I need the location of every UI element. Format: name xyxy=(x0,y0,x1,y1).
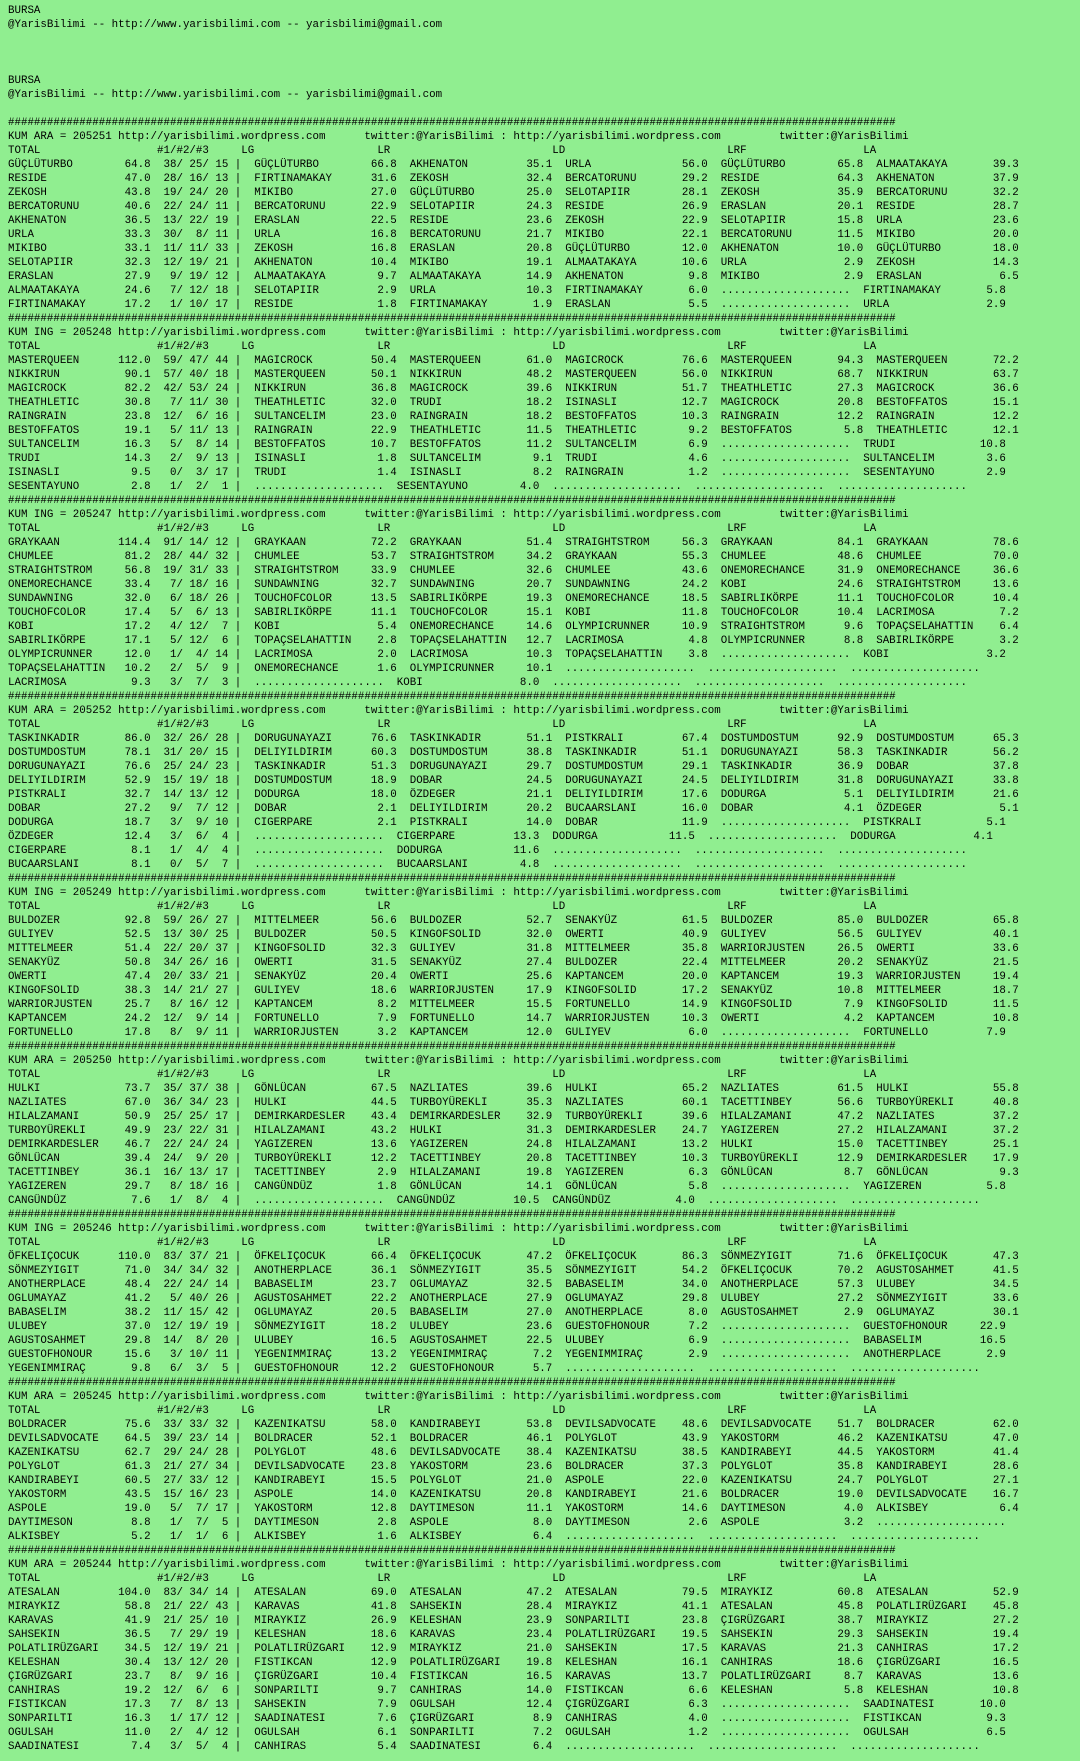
header-line: BURSA xyxy=(8,75,41,87)
table-row: BESTOFFATOS 19.1 5/ 11/ 13 | RAINGRAIN 22.9 THEATHLETIC 11.5 THEATHLETIC 9.2 BESTOFFATOS 5.8 THEATHLETIC 12.1 xyxy=(8,425,1019,437)
table-row: DODURGA 18.7 3/ 9/ 10 | CIGERPARE 2.1 PISTKRALI 14.0 DOBAR 11.9 .................... PISTKRALI 5.1 xyxy=(8,817,1006,829)
table-row: AKHENATON 36.5 13/ 22/ 19 | ERASLAN 22.5 RESIDE 23.6 ZEKOSH 22.9 SELOTAPIIR 15.8 URLA 23.6 xyxy=(8,215,1019,227)
table-row: RESIDE 47.0 28/ 16/ 13 | FIRTINAMAKAY 31.6 ZEKOSH 32.4 BERCATORUNU 29.2 RESIDE 64.3 AKHENATON 37.9 xyxy=(8,173,1019,185)
table-row: NAZLIATES 67.0 36/ 34/ 23 | HULKI 44.5 TURBOYÜREKLI 35.3 NAZLIATES 60.1 TACETTINBEY 56.6 TURBOYÜREKLI 40.8 xyxy=(8,1097,1019,1109)
header-line: @YarisBilimi -- http://www.yarisbilimi.com -- yarisbilimi@gmail.com xyxy=(8,89,443,101)
table-row: ÖFKELIÇOCUK 110.0 83/ 37/ 21 | ÖFKELIÇOCUK 66.4 ÖFKELIÇOCUK 47.2 ÖFKELIÇOCUK 86.3 SÖNMEZYIGIT 71.6 ÖFKELIÇOCUK 47.3 xyxy=(8,1251,1019,1263)
table-row: ZEKOSH 43.8 19/ 24/ 20 | MIKIBO 27.0 GÜÇLÜTURBO 25.0 SELOTAPIIR 28.1 ZEKOSH 35.9 BERCATORUNU 32.2 xyxy=(8,187,1019,199)
table-row: SELOTAPIIR 32.3 12/ 19/ 21 | AKHENATON 10.4 MIKIBO 19.1 ALMAATAKAYA 10.6 URLA 2.9 ZEKOSH 14.3 xyxy=(8,257,1019,269)
table-row: ASPOLE 19.0 5/ 7/ 17 | YAKOSTORM 12.8 DAYTIMESON 11.1 YAKOSTORM 14.6 DAYTIMESON 4.0 ALKISBEY 6.4 xyxy=(8,1503,1019,1515)
table-row: BABASELIM 38.2 11/ 15/ 42 | OGLUMAYAZ 20.5 BABASELIM 27.0 ANOTHERPLACE 8.0 AGUSTOSAHMET 2.9 OGLUMAYAZ 30.1 xyxy=(8,1307,1019,1319)
column-header: TOTAL #1/#2/#3 LG LR LD LRF LA xyxy=(8,145,877,157)
table-row: OWERTI 47.4 20/ 33/ 21 | SENAKYÜZ 20.4 OWERTI 25.6 KAPTANCEM 20.0 KAPTANCEM 19.3 WARRIORJUSTEN 19.4 xyxy=(8,971,1019,983)
table-row: CIGERPARE 8.1 1/ 4/ 4 | .................... DODURGA 11.6 .................... .................... .................... xyxy=(8,845,967,857)
table-row: GRAYKAAN 114.4 91/ 14/ 12 | GRAYKAAN 72.2 GRAYKAAN 51.4 STRAIGHTSTROM 56.3 GRAYKAAN 84.1 GRAYKAAN 78.6 xyxy=(8,537,1019,549)
table-row: BUCAARSLANI 8.1 0/ 5/ 7 | .................... BUCAARSLANI 4.8 .................... .................... .................... xyxy=(8,859,967,871)
table-row: DOSTUMDOSTUM 78.1 31/ 20/ 15 | DELIYILDIRIM 60.3 DOSTUMDOSTUM 38.8 TASKINKADIR 51.1 DORUGUNAYAZI 58.3 TASKINKADIR 56.2 xyxy=(8,747,1019,759)
table-row: AGUSTOSAHMET 29.8 14/ 8/ 20 | ULUBEY 16.5 AGUSTOSAHMET 22.5 ULUBEY 6.9 .................... BABASELIM 16.5 xyxy=(8,1335,1006,1347)
table-row: FISTIKCAN 17.3 7/ 8/ 13 | SAHSEKIN 7.9 OGULSAH 12.4 ÇIGRÜZGARI 6.3 .................... SAADINATESI 10.0 xyxy=(8,1699,1006,1711)
table-row: ATESALAN 104.0 83/ 34/ 14 | ATESALAN 69.0 ATESALAN 47.2 ATESALAN 79.5 MIRAYKIZ 60.8 ATESALAN 52.9 xyxy=(8,1587,1019,1599)
table-row: LACRIMOSA 9.3 3/ 7/ 3 | .................... KOBI 8.0 .................... .................... .................... xyxy=(8,677,967,689)
table-row: DORUGUNAYAZI 76.6 25/ 24/ 23 | TASKINKADIR 51.3 DORUGUNAYAZI 29.7 DOSTUMDOSTUM 29.1 TASKINKADIR 36.9 DOBAR 37.8 xyxy=(8,761,1019,773)
table-row: GÜÇLÜTURBO 64.8 38/ 25/ 15 | GÜÇLÜTURBO 66.8 AKHENATON 35.1 URLA 56.0 GÜÇLÜTURBO 65.8 ALMAATAKAYA 39.3 xyxy=(8,159,1019,171)
table-row: DOBAR 27.2 9/ 7/ 12 | DOBAR 2.1 DELIYILDIRIM 20.2 BUCAARSLANI 16.0 DOBAR 4.1 ÖZDEGER 5.1 xyxy=(8,803,1019,815)
table-row: ONEMORECHANCE 33.4 7/ 18/ 16 | SUNDAWNING 32.7 SUNDAWNING 20.7 SUNDAWNING 24.2 KOBI 24.6 STRAIGHTSTROM 13.6 xyxy=(8,579,1019,591)
table-row: YEGENIMMIRAÇ 9.8 6/ 3/ 5 | GUESTOFHONOUR 12.2 GUESTOFHONOUR 5.7 .................... .................... .................... xyxy=(8,1363,980,1375)
table-row: SAHSEKIN 36.5 7/ 29/ 19 | KELESHAN 18.6 KARAVAS 23.4 POLATLIRÜZGARI 19.5 SAHSEKIN 29.3 SAHSEKIN 19.4 xyxy=(8,1629,1019,1641)
table-row: OGULSAH 11.0 2/ 4/ 12 | OGULSAH 6.1 SONPARILTI 7.2 OGULSAH 1.2 .................... OGULSAH 6.5 xyxy=(8,1727,1006,1739)
column-header: TOTAL #1/#2/#3 LG LR LD LRF LA xyxy=(8,1573,877,1585)
table-row: CHUMLEE 81.2 28/ 44/ 32 | CHUMLEE 53.7 STRAIGHTSTROM 34.2 GRAYKAAN 55.3 CHUMLEE 48.6 CHUMLEE 70.0 xyxy=(8,551,1019,563)
table-row: YAKOSTORM 43.5 15/ 16/ 23 | ASPOLE 14.0 KAZENIKATSU 20.8 KANDIRABEYI 21.6 BOLDRACER 19.0 DEVILSADVOCATE 16.7 xyxy=(8,1489,1019,1501)
separator-line: ######################################################################################################################################### xyxy=(8,1041,896,1053)
race-title: KUM ING = 205246 http://yarisbilimi.wordpress.com twitter:@YarisBilimi : http://yarisbilimi.wordpress.com twitter:@YarisBilimi xyxy=(8,1223,909,1235)
table-row: PISTKRALI 32.7 14/ 13/ 12 | DODURGA 18.0 ÖZDEGER 21.1 DELIYILDIRIM 17.6 DODURGA 5.1 DELIYILDIRIM 21.6 xyxy=(8,789,1019,801)
table-row: SABIRLIKÖRPE 17.1 5/ 12/ 6 | TOPAÇSELAHATTIN 2.8 TOPAÇSELAHATTIN 12.7 LACRIMOSA 4.8 OLYMPICRUNNER 8.8 SABIRLIKÖRPE 3.2 xyxy=(8,635,1019,647)
table-row: GUESTOFHONOUR 15.6 3/ 10/ 11 | YEGENIMMIRAÇ 13.2 YEGENIMMIRAÇ 7.2 YEGENIMMIRAÇ 2.9 .................... ANOTHERPLACE 2.9 xyxy=(8,1349,1006,1361)
table-row: YAGIZEREN 29.7 8/ 18/ 16 | CANGÜNDÜZ 1.8 GÖNLÜCAN 14.1 GÖNLÜCAN 5.8 .................... YAGIZEREN 5.8 xyxy=(8,1181,1006,1193)
table-row: FORTUNELLO 17.8 8/ 9/ 11 | WARRIORJUSTEN 3.2 KAPTANCEM 12.0 GULIYEV 6.0 .................... FORTUNELLO 7.9 xyxy=(8,1027,1006,1039)
table-row: MITTELMEER 51.4 22/ 20/ 37 | KINGOFSOLID 32.3 GULIYEV 31.8 MITTELMEER 35.8 WARRIORJUSTEN 26.5 OWERTI 33.6 xyxy=(8,943,1019,955)
table-row: SULTANCELIM 16.3 5/ 8/ 14 | BESTOFFATOS 10.7 BESTOFFATOS 11.2 SULTANCELIM 6.9 .................... TRUDI 10.8 xyxy=(8,439,1006,451)
table-row: TURBOYÜREKLI 49.9 23/ 22/ 31 | HILALZAMANI 43.2 HULKI 31.3 DEMIRKARDESLER 24.7 YAGIZEREN 27.2 HILALZAMANI 37.2 xyxy=(8,1125,1019,1137)
table-row: ULUBEY 37.0 12/ 19/ 19 | SÖNMEZYIGIT 18.2 ULUBEY 23.6 GUESTOFHONOUR 7.2 .................... GUESTOFHONOUR 22.9 xyxy=(8,1321,1006,1333)
table-row: ÖZDEGER 12.4 3/ 6/ 4 | .................... CIGERPARE 13.3 DODURGA 11.5 .................... DODURGA 4.1 xyxy=(8,831,993,843)
separator-line: ######################################################################################################################################### xyxy=(8,313,896,325)
table-row: SONPARILTI 16.3 1/ 17/ 12 | SAADINATESI 7.6 ÇIGRÜZGARI 8.9 CANHIRAS 4.0 .................... FISTIKCAN 9.3 xyxy=(8,1713,1006,1725)
header-line xyxy=(8,32,1072,46)
race-title: KUM ARA = 205251 http://yarisbilimi.wordpress.com twitter:@YarisBilimi : http://yarisbilimi.wordpress.com twitter:@YarisBilimi xyxy=(8,131,909,143)
header-line xyxy=(8,102,1072,116)
separator-line: ######################################################################################################################################### xyxy=(8,1377,896,1389)
table-row: SÖNMEZYIGIT 71.0 34/ 34/ 32 | ANOTHERPLACE 36.1 SÖNMEZYIGIT 35.5 SÖNMEZYIGIT 54.2 ÖFKELIÇOCUK 70.2 AGUSTOSAHMET 41.5 xyxy=(8,1265,1019,1277)
header-line: @YarisBilimi -- http://www.yarisbilimi.com -- yarisbilimi@gmail.com xyxy=(8,19,443,31)
table-row: WARRIORJUSTEN 25.7 8/ 16/ 12 | KAPTANCEM 8.2 MITTELMEER 15.5 FORTUNELLO 14.9 KINGOFSOLID 7.9 KINGOFSOLID 11.5 xyxy=(8,999,1019,1011)
table-row: TACETTINBEY 36.1 16/ 13/ 17 | TACETTINBEY 2.9 HILALZAMANI 19.8 YAGIZEREN 6.3 GÖNLÜCAN 8.7 GÖNLÜCAN 9.3 xyxy=(8,1167,1019,1179)
table-row: KARAVAS 41.9 21/ 25/ 10 | MIRAYKIZ 26.9 KELESHAN 23.9 SONPARILTI 23.8 ÇIGRÜZGARI 38.7 MIRAYKIZ 27.2 xyxy=(8,1615,1019,1627)
table-row: BOLDRACER 75.6 33/ 33/ 32 | KAZENIKATSU 58.0 KANDIRABEYI 53.8 DEVILSADVOCATE 48.6 DEVILSADVOCATE 51.7 BOLDRACER 62.0 xyxy=(8,1419,1019,1431)
table-row: RAINGRAIN 23.8 12/ 6/ 16 | SULTANCELIM 23.0 RAINGRAIN 18.2 BESTOFFATOS 10.3 RAINGRAIN 12.2 RAINGRAIN 12.2 xyxy=(8,411,1019,423)
table-row: FIRTINAMAKAY 17.2 1/ 10/ 17 | RESIDE 1.8 FIRTINAMAKAY 1.9 ERASLAN 5.5 .................... URLA 2.9 xyxy=(8,299,1006,311)
table-row: MAGICROCK 82.2 42/ 53/ 24 | NIKKIRUN 36.8 MAGICROCK 39.6 NIKKIRUN 51.7 THEATHLETIC 27.3 MAGICROCK 36.6 xyxy=(8,383,1019,395)
race-title: KUM ING = 205248 http://yarisbilimi.wordpress.com twitter:@YarisBilimi : http://yarisbilimi.wordpress.com twitter:@YarisBilimi xyxy=(8,327,909,339)
table-row: DEMIRKARDESLER 46.7 22/ 24/ 24 | YAGIZEREN 13.6 YAGIZEREN 24.8 HILALZAMANI 13.2 HULKI 15.0 TACETTINBEY 25.1 xyxy=(8,1139,1019,1151)
table-row: CANHIRAS 19.2 12/ 6/ 6 | SONPARILTI 9.7 CANHIRAS 14.0 FISTIKCAN 6.6 KELESHAN 5.8 KELESHAN 10.8 xyxy=(8,1685,1019,1697)
separator-line: ######################################################################################################################################### xyxy=(8,1545,896,1557)
separator-line: ######################################################################################################################################### xyxy=(8,495,896,507)
table-row: SAADINATESI 7.4 3/ 5/ 4 | CANHIRAS 5.4 SAADINATESI 6.4 .................... .................... .................... xyxy=(8,1741,980,1753)
race-title: KUM ING = 205247 http://yarisbilimi.wordpress.com twitter:@YarisBilimi : http://yarisbilimi.wordpress.com twitter:@YarisBilimi xyxy=(8,509,909,521)
table-row: TOPAÇSELAHATTIN 10.2 2/ 5/ 9 | ONEMORECHANCE 1.6 OLYMPICRUNNER 10.1 .................... .................... .................... xyxy=(8,663,980,675)
table-row: URLA 33.3 30/ 8/ 11 | URLA 16.8 BERCATORUNU 21.7 MIKIBO 22.1 BERCATORUNU 11.5 MIKIBO 20.0 xyxy=(8,229,1019,241)
race-title: KUM ARA = 205244 http://yarisbilimi.wordpress.com twitter:@YarisBilimi : http://yarisbilimi.wordpress.com twitter:@YarisBilimi xyxy=(8,1559,909,1571)
table-row: KOBI 17.2 4/ 12/ 7 | KOBI 5.4 ONEMORECHANCE 14.6 OLYMPICRUNNER 10.9 STRAIGHTSTROM 9.6 TOPAÇSELAHATTIN 6.4 xyxy=(8,621,1019,633)
table-row: KANDIRABEYI 60.5 27/ 33/ 12 | KANDIRABEYI 15.5 POLYGLOT 21.0 ASPOLE 22.0 KAZENIKATSU 24.7 POLYGLOT 27.1 xyxy=(8,1475,1019,1487)
table-row: ÇIGRÜZGARI 23.7 8/ 9/ 16 | ÇIGRÜZGARI 10.4 FISTIKCAN 16.5 KARAVAS 13.7 POLATLIRÜZGARI 8.7 KARAVAS 13.6 xyxy=(8,1671,1019,1683)
table-row: SUNDAWNING 32.0 6/ 18/ 26 | TOUCHOFCOLOR 13.5 SABIRLIKÖRPE 19.3 ONEMORECHANCE 18.5 SABIRLIKÖRPE 11.1 TOUCHOFCOLOR 10.4 xyxy=(8,593,1019,605)
table-row: ERASLAN 27.9 9/ 19/ 12 | ALMAATAKAYA 9.7 ALMAATAKAYA 14.9 AKHENATON 9.8 MIKIBO 2.9 ERASLAN 6.5 xyxy=(8,271,1019,283)
table-row: TOUCHOFCOLOR 17.4 5/ 6/ 13 | SABIRLIKÖRPE 11.1 TOUCHOFCOLOR 15.1 KOBI 11.8 TOUCHOFCOLOR 10.4 LACRIMOSA 7.2 xyxy=(8,607,1019,619)
table-row: STRAIGHTSTROM 56.8 19/ 31/ 33 | STRAIGHTSTROM 33.9 CHUMLEE 32.6 CHUMLEE 43.6 ONEMORECHANCE 31.9 ONEMORECHANCE 36.6 xyxy=(8,565,1019,577)
table-row: THEATHLETIC 30.8 7/ 11/ 30 | THEATHLETIC 32.0 TRUDI 18.2 ISINASLI 12.7 MAGICROCK 20.8 BESTOFFATOS 15.1 xyxy=(8,397,1019,409)
race-title: KUM ARA = 205250 http://yarisbilimi.wordpress.com twitter:@YarisBilimi : http://yarisbilimi.wordpress.com twitter:@YarisBilimi xyxy=(8,1055,909,1067)
table-row: HILALZAMANI 50.9 25/ 25/ 17 | DEMIRKARDESLER 43.4 DEMIRKARDESLER 32.9 TURBOYÜREKLI 39.6 HILALZAMANI 47.2 NAZLIATES 37.2 xyxy=(8,1111,1019,1123)
table-row: HULKI 73.7 35/ 37/ 38 | GÖNLÜCAN 67.5 NAZLIATES 39.6 HULKI 65.2 NAZLIATES 61.5 HULKI 55.8 xyxy=(8,1083,1019,1095)
column-header: TOTAL #1/#2/#3 LG LR LD LRF LA xyxy=(8,1069,877,1081)
table-row: KAZENIKATSU 62.7 29/ 24/ 28 | POLYGLOT 48.6 DEVILSADVOCATE 38.4 KAZENIKATSU 38.5 KANDIRABEYI 44.5 YAKOSTORM 41.4 xyxy=(8,1447,1019,1459)
table-row: KELESHAN 30.4 13/ 12/ 20 | FISTIKCAN 12.9 POLATLIRÜZGARI 19.8 KELESHAN 16.1 CANHIRAS 18.6 ÇIGRÜZGARI 16.5 xyxy=(8,1657,1019,1669)
column-header: TOTAL #1/#2/#3 LG LR LD LRF LA xyxy=(8,719,877,731)
separator-line: ######################################################################################################################################### xyxy=(8,1209,896,1221)
table-row: OGLUMAYAZ 41.2 5/ 40/ 26 | AGUSTOSAHMET 22.2 ANOTHERPLACE 27.9 OGLUMAYAZ 29.8 ULUBEY 27.2 SÖNMEZYIGIT 33.6 xyxy=(8,1293,1019,1305)
table-row: ALMAATAKAYA 24.6 7/ 12/ 18 | SELOTAPIIR 2.9 URLA 10.3 FIRTINAMAKAY 6.0 .................... FIRTINAMAKAY 5.8 xyxy=(8,285,1006,297)
table-row: SESENTAYUNO 2.8 1/ 2/ 1 | .................... SESENTAYUNO 4.0 .................... .................... .................... xyxy=(8,481,967,493)
table-row: DELIYILDIRIM 52.9 15/ 19/ 18 | DOSTUMDOSTUM 18.9 DOBAR 24.5 DORUGUNAYAZI 24.5 DELIYILDIRIM 31.8 DORUGUNAYAZI 33.8 xyxy=(8,775,1019,787)
separator-line: ######################################################################################################################################### xyxy=(8,117,896,129)
table-row: TRUDI 14.3 2/ 9/ 13 | ISINASLI 1.8 SULTANCELIM 9.1 TRUDI 4.6 .................... SULTANCELIM 3.6 xyxy=(8,453,1006,465)
table-row: ISINASLI 9.5 0/ 3/ 17 | TRUDI 1.4 ISINASLI 8.2 RAINGRAIN 1.2 .................... SESENTAYUNO 2.9 xyxy=(8,467,1006,479)
table-row: MIRAYKIZ 58.8 21/ 22/ 43 | KARAVAS 41.8 SAHSEKIN 28.4 MIRAYKIZ 41.1 ATESALAN 45.8 POLATLIRÜZGARI 45.8 xyxy=(8,1601,1019,1613)
table-row: MASTERQUEEN 112.0 59/ 47/ 44 | MAGICROCK 50.4 MASTERQUEEN 61.0 MAGICROCK 76.6 MASTERQUEEN 94.3 MASTERQUEEN 72.2 xyxy=(8,355,1019,367)
table-row: NIKKIRUN 90.1 57/ 40/ 18 | MASTERQUEEN 50.1 NIKKIRUN 48.2 MASTERQUEEN 56.0 NIKKIRUN 68.7 NIKKIRUN 63.7 xyxy=(8,369,1019,381)
table-row: POLYGLOT 61.3 21/ 27/ 34 | DEVILSADVOCATE 23.8 YAKOSTORM 23.6 BOLDRACER 37.3 POLYGLOT 35.8 KANDIRABEYI 28.6 xyxy=(8,1461,1019,1473)
table-row: DEVILSADVOCATE 64.5 39/ 23/ 14 | BOLDRACER 52.1 BOLDRACER 46.1 POLYGLOT 43.9 YAKOSTORM 46.2 KAZENIKATSU 47.0 xyxy=(8,1433,1019,1445)
column-header: TOTAL #1/#2/#3 LG LR LD LRF LA xyxy=(8,1237,877,1249)
table-row: KINGOFSOLID 38.3 14/ 21/ 27 | GULIYEV 18.6 WARRIORJUSTEN 17.9 KINGOFSOLID 17.2 SENAKYÜZ 10.8 MITTELMEER 18.7 xyxy=(8,985,1019,997)
column-header: TOTAL #1/#2/#3 LG LR LD LRF LA xyxy=(8,523,877,535)
table-row: POLATLIRÜZGARI 34.5 12/ 19/ 21 | POLATLIRÜZGARI 12.9 MIRAYKIZ 21.0 SAHSEKIN 17.5 KARAVAS 21.3 CANHIRAS 17.2 xyxy=(8,1643,1019,1655)
table-row: ALKISBEY 5.2 1/ 1/ 6 | ALKISBEY 1.6 ALKISBEY 6.4 .................... .................... .................... xyxy=(8,1531,980,1543)
column-header: TOTAL #1/#2/#3 LG LR LD LRF LA xyxy=(8,341,877,353)
column-header: TOTAL #1/#2/#3 LG LR LD LRF LA xyxy=(8,901,877,913)
table-row: BERCATORUNU 40.6 22/ 24/ 11 | BERCATORUNU 22.9 SELOTAPIIR 24.3 RESIDE 26.9 ERASLAN 20.1 RESIDE 28.7 xyxy=(8,201,1019,213)
header-line: BURSA xyxy=(8,5,41,17)
separator-line: ######################################################################################################################################### xyxy=(8,873,896,885)
table-row: GÖNLÜCAN 39.4 24/ 9/ 20 | TURBOYÜREKLI 12.2 TACETTINBEY 20.8 TACETTINBEY 10.3 TURBOYÜREKLI 12.9 DEMIRKARDESLER 17.9 xyxy=(8,1153,1019,1165)
table-row: SENAKYÜZ 50.8 34/ 26/ 16 | OWERTI 31.5 SENAKYÜZ 27.4 BULDOZER 22.4 MITTELMEER 20.2 SENAKYÜZ 21.5 xyxy=(8,957,1019,969)
race-title: KUM ARA = 205252 http://yarisbilimi.wordpress.com twitter:@YarisBilimi : http://yarisbilimi.wordpress.com twitter:@YarisBilimi xyxy=(8,705,909,717)
table-row: TASKINKADIR 86.0 32/ 26/ 28 | DORUGUNAYAZI 76.6 TASKINKADIR 51.1 PISTKRALI 67.4 DOSTUMDOSTUM 92.9 DOSTUMDOSTUM 65.3 xyxy=(8,733,1019,745)
table-row: BULDOZER 92.8 59/ 26/ 27 | MITTELMEER 56.6 BULDOZER 52.7 SENAKYÜZ 61.5 BULDOZER 85.0 BULDOZER 65.8 xyxy=(8,915,1019,927)
header-line xyxy=(8,60,1072,74)
table-row: GULIYEV 52.5 13/ 30/ 25 | BULDOZER 50.5 KINGOFSOLID 32.0 OWERTI 40.9 GULIYEV 56.5 GULIYEV 40.1 xyxy=(8,929,1019,941)
header-line xyxy=(8,46,1072,60)
race-title: KUM ING = 205249 http://yarisbilimi.wordpress.com twitter:@YarisBilimi : http://yarisbilimi.wordpress.com twitter:@YarisBilimi xyxy=(8,887,909,899)
table-row: DAYTIMESON 8.8 1/ 7/ 5 | DAYTIMESON 2.8 ASPOLE 8.0 DAYTIMESON 2.6 ASPOLE 3.2 .................... xyxy=(8,1517,1006,1529)
table-row: CANGÜNDÜZ 7.6 1/ 8/ 4 | .................... CANGÜNDÜZ 10.5 CANGÜNDÜZ 4.0 .................... .................... xyxy=(8,1195,980,1207)
table-row: KAPTANCEM 24.2 12/ 9/ 14 | FORTUNELLO 7.9 FORTUNELLO 14.7 WARRIORJUSTEN 10.3 OWERTI 4.2 KAPTANCEM 10.8 xyxy=(8,1013,1019,1025)
table-row: OLYMPICRUNNER 12.0 1/ 4/ 14 | LACRIMOSA 2.0 LACRIMOSA 10.3 TOPAÇSELAHATTIN 3.8 .................... KOBI 3.2 xyxy=(8,649,1006,661)
separator-line: ######################################################################################################################################### xyxy=(8,691,896,703)
column-header: TOTAL #1/#2/#3 LG LR LD LRF LA xyxy=(8,1405,877,1417)
race-title: KUM ARA = 205245 http://yarisbilimi.wordpress.com twitter:@YarisBilimi : http://yarisbilimi.wordpress.com twitter:@YarisBilimi xyxy=(8,1391,909,1403)
table-row: ANOTHERPLACE 48.4 22/ 24/ 14 | BABASELIM 23.7 OGLUMAYAZ 32.5 BABASELIM 34.0 ANOTHERPLACE 57.3 ULUBEY 34.5 xyxy=(8,1279,1019,1291)
table-row: MIKIBO 33.1 11/ 11/ 33 | ZEKOSH 16.8 ERASLAN 20.8 GÜÇLÜTURBO 12.0 AKHENATON 10.0 GÜÇLÜTURBO 18.0 xyxy=(8,243,1019,255)
